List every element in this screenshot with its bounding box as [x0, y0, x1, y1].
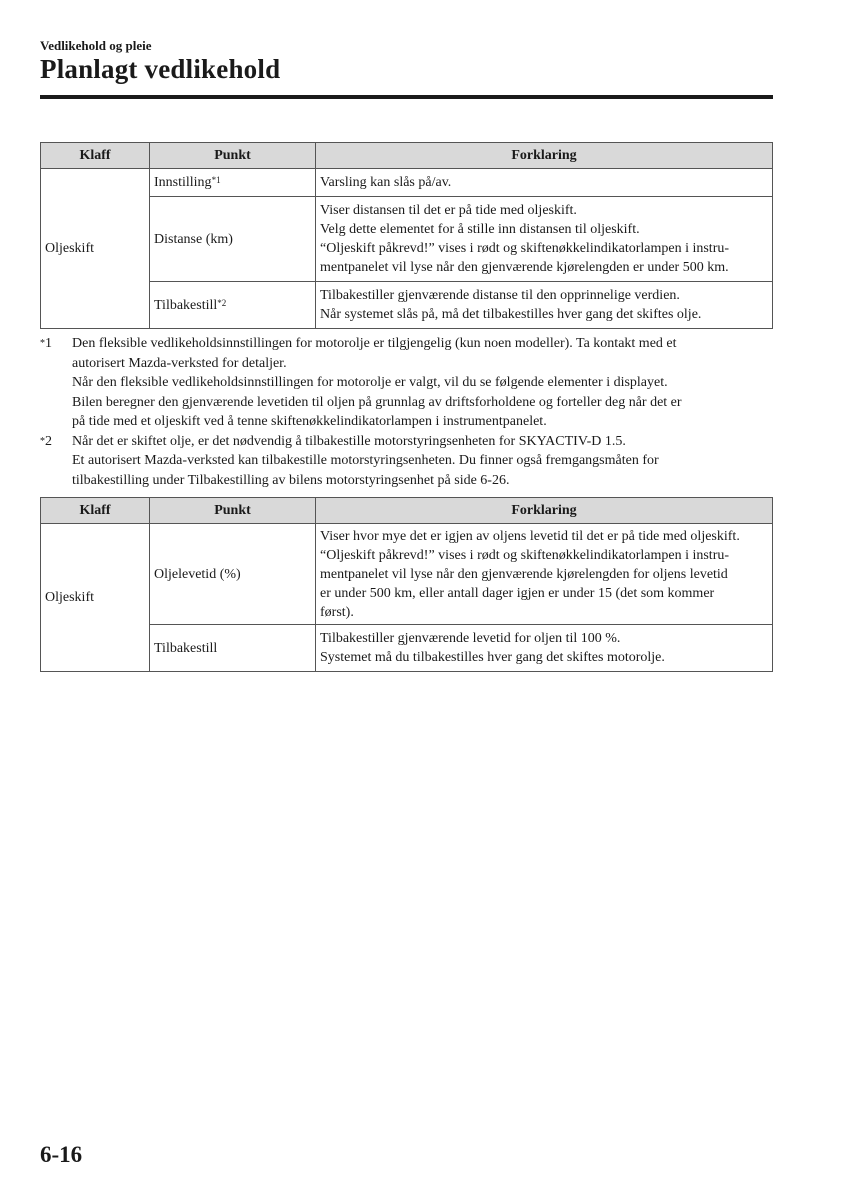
explanation-line: Viser hvor mye det er igjen av oljens levetid til det er på tide med oljeskift. [320, 528, 740, 544]
footnote-star: * [40, 435, 45, 447]
section-label: Vedlikehold og pleie [40, 38, 152, 53]
explanation-cell [316, 524, 773, 625]
footnote-line: på tide med et oljeskift ved å tenne skiftenøkkelindikatorlampen i instrumentpanelet. [72, 414, 547, 429]
footnote-star: * [40, 338, 45, 349]
page-title: Planlagt vedlikehold [40, 54, 281, 84]
footnote-line: autorisert Mazda-verksted for detaljer. [72, 355, 287, 371]
footnote-text [72, 432, 659, 491]
footnote-line: Et autorisert Mazda-verksted kan tilbakestille motorstyringsenheten. Du finner også fremgangsmåten for [72, 453, 659, 468]
column-header-explanation: Forklaring [316, 143, 773, 169]
item-cell [150, 169, 316, 197]
maintenance-table-distance [40, 142, 773, 329]
page-number: 6-16 [40, 1142, 83, 1167]
table-header-row [41, 143, 773, 169]
item-cell [150, 282, 316, 329]
table-row [41, 169, 773, 197]
footnote-ref: *1 [211, 175, 221, 185]
table-row [41, 197, 773, 282]
explanation-line: mentpanelet vil lyse når den gjenværende kjørelengden for oljens levetid [320, 566, 728, 582]
tab-cell: Oljeskift [41, 524, 150, 672]
explanation-line: først). [320, 604, 354, 620]
maintenance-table-oil-life [40, 497, 773, 672]
explanation-cell [316, 169, 773, 197]
column-header-item: Punkt [150, 143, 316, 169]
explanation-line: Viser distansen til det er på tide med oljeskift. [320, 203, 577, 218]
explanation-line: “Oljeskift påkrevd!” vises i rødt og skiftenøkkelindikatorlampen i instru- [320, 241, 730, 256]
footnote-line: Når den fleksible vedlikeholdsinnstillingen for motorolje er valgt, vil du se følgende elementer i displayet. [72, 375, 668, 390]
explanation-line: Systemet må du tilbakestilles hver gang det skiftes motorolje. [320, 650, 665, 665]
title-rule [40, 95, 773, 99]
footnote-marker [40, 334, 72, 432]
footnote-line: Bilen beregner den gjenværende levetiden til oljen på grunnlag av driftsforholdene og forteller deg når det er [72, 394, 682, 410]
explanation-cell [316, 197, 773, 282]
explanation-line: Når systemet slås på, må det tilbakestilles hver gang det skiftes olje. [320, 307, 702, 322]
item-cell: Oljelevetid (%) [150, 524, 316, 625]
explanation-line: Tilbakestiller gjenværende levetid for oljen til 100 %. [320, 631, 621, 646]
explanation-line: “Oljeskift påkrevd!” vises i rødt og skiftenøkkelindikatorlampen i instru- [320, 547, 730, 563]
explanation-line: Varsling kan slås på/av. [320, 175, 452, 190]
footnote-line: tilbakestilling under Tilbakestilling av bilens motorstyringsenhet på side 6-26. [72, 472, 510, 488]
column-header-tab: Klaff [41, 143, 150, 169]
footnote-number: 1 [45, 336, 52, 351]
explanation-cell [316, 625, 773, 672]
footnote-marker [40, 432, 72, 491]
footnote-line: Den fleksible vedlikeholdsinnstillingen for motorolje er tilgjengelig (kun noen modeller). Ta kontakt med et [72, 336, 677, 351]
item-label: Innstilling [154, 175, 212, 190]
explanation-line: er under 500 km, eller antall dager igjen er under 15 (det som kommer [320, 585, 715, 601]
footnote-number: 2 [45, 433, 52, 449]
table-row [41, 524, 773, 625]
footnote-ref: *2 [217, 297, 227, 308]
explanation-cell [316, 282, 773, 329]
tab-cell: Oljeskift [41, 169, 150, 329]
explanation-line: Tilbakestiller gjenværende distanse til den opprinnelige verdien. [320, 288, 680, 303]
column-header-item: Punkt [150, 498, 316, 524]
column-header-explanation: Forklaring [316, 498, 773, 524]
footnote-text [72, 334, 682, 432]
footnote-line: Når det er skiftet olje, er det nødvendig å tilbakestille motorstyringsenheten for SKYACTIV-D 1.5. [72, 433, 626, 449]
item-label: Tilbakestill [154, 297, 218, 313]
table-row [41, 282, 773, 329]
footnotes [40, 334, 775, 490]
footnote [40, 432, 775, 491]
footnote [40, 334, 775, 432]
explanation-line: mentpanelet vil lyse når den gjenværende kjørelengden er under 500 km. [320, 260, 729, 275]
item-cell: Tilbakestill [150, 625, 316, 672]
item-cell: Distanse (km) [150, 197, 316, 282]
table-row [41, 625, 773, 672]
explanation-line: Velg dette elementet for å stille inn distansen til oljeskift. [320, 222, 640, 237]
column-header-tab: Klaff [41, 498, 150, 524]
table-header-row [41, 498, 773, 524]
